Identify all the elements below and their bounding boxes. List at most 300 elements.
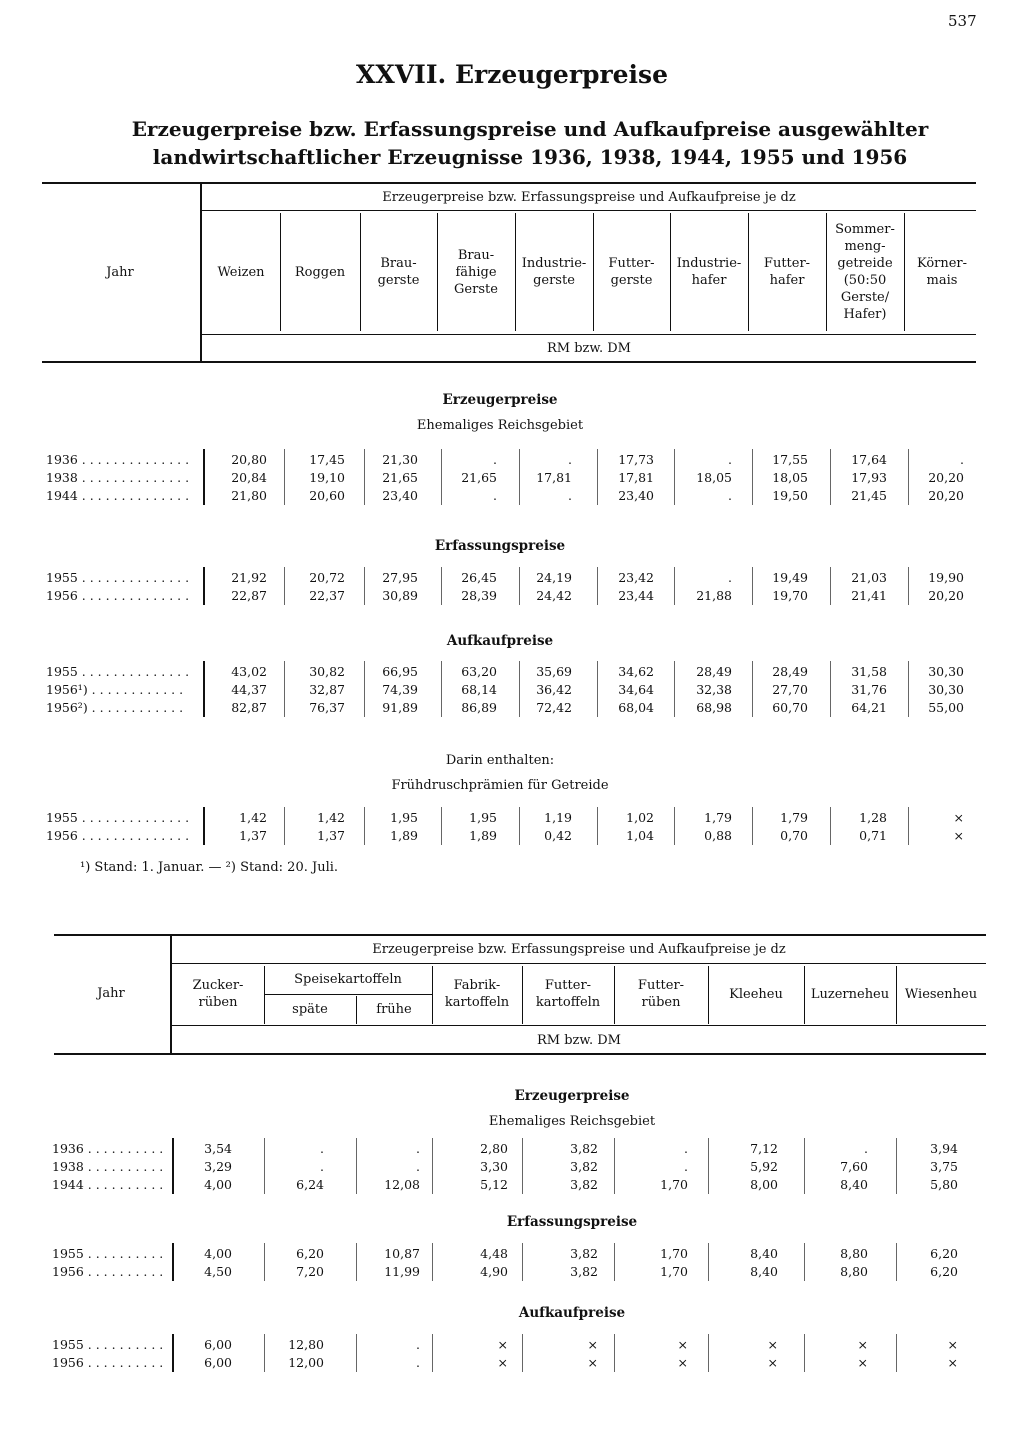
row-divider [896, 1243, 897, 1281]
column-header: Wiesenheu [904, 986, 978, 1002]
row-divider [752, 807, 753, 845]
data-cell: 32,38 [696, 682, 732, 697]
data-cell: 30,30 [928, 682, 964, 697]
row-divider [432, 1334, 433, 1372]
data-cell: 1,89 [390, 828, 418, 843]
row-divider [519, 807, 520, 845]
column-header: Fabrik- kartoffeln [444, 978, 510, 1010]
t1-sec1-title: Erzeugerpreise [442, 392, 558, 408]
data-cell: 86,89 [461, 700, 497, 715]
data-cell: × [497, 1355, 508, 1370]
row-divider [441, 661, 442, 717]
row-divider [356, 1243, 357, 1281]
data-cell: 4,90 [480, 1264, 508, 1279]
t1-sec4-title: Darin enthalten: [445, 753, 555, 768]
data-cell: 30,82 [309, 664, 345, 679]
t2-top-rule [54, 934, 986, 936]
data-cell: 68,98 [696, 700, 732, 715]
data-cell: 82,87 [231, 700, 267, 715]
t2-unit-rule [172, 1025, 986, 1026]
row-year-label: 1956¹) . . . . . . . . . . . . [46, 682, 184, 697]
data-cell: 1,42 [317, 810, 345, 825]
row-block-bar [172, 1243, 174, 1281]
data-cell: 5,80 [930, 1177, 958, 1192]
data-cell: . [684, 1159, 688, 1174]
data-cell: 4,00 [204, 1246, 232, 1261]
row-block-bar [172, 1334, 174, 1372]
data-cell: 6,24 [296, 1177, 324, 1192]
data-cell: 1,70 [660, 1264, 688, 1279]
row-divider [614, 1138, 615, 1194]
row-year-label: 1956 . . . . . . . . . . . . . . [46, 828, 190, 843]
data-cell: 28,49 [772, 664, 808, 679]
data-cell: 74,39 [382, 682, 418, 697]
data-cell: 21,65 [461, 470, 497, 485]
row-block-bar [172, 1138, 174, 1194]
data-cell: 8,40 [840, 1177, 868, 1192]
column-divider [904, 213, 905, 331]
data-cell: 1,89 [469, 828, 497, 843]
data-cell: 1,95 [469, 810, 497, 825]
data-cell: 0,70 [780, 828, 808, 843]
data-cell: 3,30 [480, 1159, 508, 1174]
data-cell: × [947, 1355, 958, 1370]
data-cell: . [416, 1337, 420, 1352]
row-divider [908, 807, 909, 845]
row-divider [908, 449, 909, 505]
row-divider [356, 1334, 357, 1372]
data-cell: 19,70 [772, 588, 808, 603]
data-cell: 3,82 [570, 1264, 598, 1279]
data-cell: 8,80 [840, 1246, 868, 1261]
data-cell: . [320, 1141, 324, 1156]
row-divider [804, 1138, 805, 1194]
column-divider [356, 996, 357, 1024]
data-cell: 1,70 [660, 1177, 688, 1192]
data-cell: 0,71 [859, 828, 887, 843]
t2-sec1-subtitle: Ehemaliges Reichsgebiet [488, 1114, 656, 1129]
row-block-bar [203, 661, 205, 717]
t1-bottom-rule [42, 361, 976, 363]
data-cell: 68,14 [461, 682, 497, 697]
column-divider [515, 213, 516, 331]
data-cell: 12,80 [288, 1337, 324, 1352]
column-header: Zucker- rüben [192, 978, 244, 1010]
data-cell: × [953, 810, 964, 825]
column-divider [437, 213, 438, 331]
data-cell: 91,89 [382, 700, 418, 715]
column-header: Weizen [217, 264, 265, 280]
t1-group-rule [202, 210, 976, 211]
data-cell: . [960, 452, 964, 467]
column-divider [896, 966, 897, 1024]
column-header: frühe [376, 1001, 412, 1017]
data-cell: 20,72 [309, 570, 345, 585]
data-cell: . [416, 1355, 420, 1370]
row-divider [522, 1243, 523, 1281]
data-cell: . [728, 488, 732, 503]
row-divider [432, 1138, 433, 1194]
column-divider [748, 213, 749, 331]
data-cell: 7,12 [750, 1141, 778, 1156]
data-cell: 21,88 [696, 588, 732, 603]
row-year-label: 1936 . . . . . . . . . . [52, 1141, 164, 1156]
row-year-label: 1944 . . . . . . . . . . [52, 1177, 164, 1192]
data-cell: 7,20 [296, 1264, 324, 1279]
t1-unit-label: RM bzw. DM [547, 340, 631, 356]
data-cell: 5,92 [750, 1159, 778, 1174]
row-divider [364, 807, 365, 845]
column-divider [280, 213, 281, 331]
row-divider [284, 567, 285, 605]
row-divider [830, 661, 831, 717]
data-cell: × [677, 1355, 688, 1370]
row-block-bar [203, 567, 205, 605]
column-header: späte [292, 1001, 328, 1017]
row-year-label: 1955 . . . . . . . . . . . . . . [46, 570, 190, 585]
data-cell: 18,05 [696, 470, 732, 485]
row-divider [752, 567, 753, 605]
data-cell: 1,70 [660, 1246, 688, 1261]
row-divider [264, 1334, 265, 1372]
data-cell: 6,20 [930, 1246, 958, 1261]
column-header: Sommer- meng- getreide (50:50 Gerste/ Hafer) [835, 222, 895, 322]
data-cell: 21,92 [231, 570, 267, 585]
column-header: Futter- kartoffeln [535, 978, 601, 1010]
data-cell: × [767, 1355, 778, 1370]
row-divider [708, 1334, 709, 1372]
data-cell: 4,00 [204, 1177, 232, 1192]
data-cell: . [728, 570, 732, 585]
column-header: Luzerneheu [810, 986, 890, 1002]
t1-sec1-subtitle: Ehemaliges Reichsgebiet [416, 418, 584, 433]
column-divider [522, 966, 523, 1024]
data-cell: 63,20 [461, 664, 497, 679]
row-divider [752, 661, 753, 717]
row-divider [597, 661, 598, 717]
row-divider [441, 567, 442, 605]
data-cell: 23,44 [618, 588, 654, 603]
data-cell: 8,40 [750, 1246, 778, 1261]
t2-sec3-title: Aufkaufpreise [518, 1305, 626, 1321]
data-cell: 68,04 [618, 700, 654, 715]
column-divider [593, 213, 594, 331]
row-divider [597, 567, 598, 605]
data-cell: 21,30 [382, 452, 418, 467]
data-cell: 23,40 [382, 488, 418, 503]
data-cell: 17,55 [772, 452, 808, 467]
data-cell: 27,95 [382, 570, 418, 585]
row-divider [908, 567, 909, 605]
column-header: Futter- gerste [608, 256, 655, 288]
row-year-label: 1956 . . . . . . . . . . [52, 1355, 164, 1370]
row-divider [804, 1243, 805, 1281]
data-cell: 18,05 [772, 470, 808, 485]
row-divider [908, 661, 909, 717]
data-cell: 72,42 [536, 700, 572, 715]
data-cell: 17,93 [851, 470, 887, 485]
data-cell: 27,70 [772, 682, 808, 697]
row-divider [597, 449, 598, 505]
data-cell: . [493, 452, 497, 467]
data-cell: 17,64 [851, 452, 887, 467]
data-cell: 31,76 [851, 682, 887, 697]
row-year-label: 1956 . . . . . . . . . . . . . . [46, 588, 190, 603]
t1-jahr-header: Jahr [106, 264, 134, 280]
data-cell: 19,49 [772, 570, 808, 585]
data-cell: 28,39 [461, 588, 497, 603]
data-cell: 6,00 [204, 1355, 232, 1370]
data-cell: 44,37 [231, 682, 267, 697]
data-cell: 0,88 [704, 828, 732, 843]
t2-spk-header: Speisekartoffeln [294, 971, 402, 987]
data-cell: 17,81 [618, 470, 654, 485]
data-cell: 6,20 [296, 1246, 324, 1261]
data-cell: 8,00 [750, 1177, 778, 1192]
data-cell: . [416, 1141, 420, 1156]
column-divider [708, 966, 709, 1024]
t2-jahr-header: Jahr [97, 986, 125, 1001]
data-cell: 1,95 [390, 810, 418, 825]
row-divider [597, 807, 598, 845]
row-divider [804, 1334, 805, 1372]
data-cell: × [587, 1337, 598, 1352]
row-year-label: 1955 . . . . . . . . . . [52, 1337, 164, 1352]
data-cell: 6,20 [930, 1264, 958, 1279]
row-divider [614, 1334, 615, 1372]
data-cell: 17,81 [536, 470, 572, 485]
data-cell: × [587, 1355, 598, 1370]
row-divider [364, 449, 365, 505]
column-divider [826, 213, 827, 331]
data-cell: 1,79 [780, 810, 808, 825]
column-divider [670, 213, 671, 331]
row-divider [896, 1334, 897, 1372]
column-header: Futter- hafer [763, 256, 811, 288]
data-cell: 4,50 [204, 1264, 232, 1279]
data-cell: . [864, 1141, 868, 1156]
data-cell: 3,82 [570, 1159, 598, 1174]
row-year-label: 1956 . . . . . . . . . . [52, 1264, 164, 1279]
column-header: Futter- rüben [637, 978, 685, 1010]
column-header: Industrie- hafer [676, 256, 742, 288]
row-divider [441, 449, 442, 505]
data-cell: 2,80 [480, 1141, 508, 1156]
data-cell: 55,00 [928, 700, 964, 715]
row-divider [522, 1334, 523, 1372]
column-divider [264, 966, 265, 1024]
table-title-line-1: Erzeugerpreise bzw. Erfassungspreise und Aufkaufpreise ausgewählter [131, 117, 929, 141]
data-cell: × [857, 1337, 868, 1352]
data-cell: 1,02 [626, 810, 654, 825]
data-cell: . [320, 1159, 324, 1174]
column-divider [614, 966, 615, 1024]
data-cell: 19,90 [928, 570, 964, 585]
data-cell: 36,42 [536, 682, 572, 697]
data-cell: 60,70 [772, 700, 808, 715]
row-divider [896, 1138, 897, 1194]
data-cell: × [767, 1337, 778, 1352]
row-divider [752, 449, 753, 505]
data-cell: 66,95 [382, 664, 418, 679]
t1-sec4-subtitle: Frühdruschprämien für Getreide [391, 778, 609, 793]
data-cell: 20,60 [309, 488, 345, 503]
data-cell: 28,49 [696, 664, 732, 679]
column-header: Brau- gerste [377, 256, 420, 288]
row-block-bar [203, 807, 205, 845]
row-year-label: 1956²) . . . . . . . . . . . . [46, 700, 184, 715]
row-year-label: 1955 . . . . . . . . . . [52, 1246, 164, 1261]
row-divider [708, 1138, 709, 1194]
data-cell: 20,80 [231, 452, 267, 467]
data-cell: 24,42 [536, 588, 572, 603]
row-divider [264, 1138, 265, 1194]
row-divider [364, 567, 365, 605]
data-cell: × [677, 1337, 688, 1352]
data-cell: 76,37 [309, 700, 345, 715]
data-cell: 26,45 [461, 570, 497, 585]
data-cell: 19,10 [309, 470, 345, 485]
data-cell: 4,48 [480, 1246, 508, 1261]
data-cell: 3,82 [570, 1177, 598, 1192]
data-cell: 1,42 [239, 810, 267, 825]
row-divider [830, 567, 831, 605]
data-cell: × [497, 1337, 508, 1352]
data-cell: 1,19 [544, 810, 572, 825]
page-number: 537 [948, 12, 977, 30]
row-year-label: 1944 . . . . . . . . . . . . . . [46, 488, 190, 503]
row-divider [708, 1243, 709, 1281]
data-cell: 22,37 [309, 588, 345, 603]
data-cell: 3,75 [930, 1159, 958, 1174]
row-divider [284, 661, 285, 717]
data-cell: 19,50 [772, 488, 808, 503]
table-title-line-2: landwirtschaftlicher Erzeugnisse 1936, 1938, 1944, 1955 und 1956 [152, 145, 908, 169]
data-cell: 21,65 [382, 470, 418, 485]
t2-sec2-title: Erfassungspreise [506, 1214, 638, 1230]
row-divider [519, 449, 520, 505]
data-cell: 21,45 [851, 488, 887, 503]
data-cell: . [568, 452, 572, 467]
column-divider [432, 966, 433, 1024]
data-cell: 1,79 [704, 810, 732, 825]
data-cell: 1,28 [859, 810, 887, 825]
data-cell: 20,84 [231, 470, 267, 485]
t1-unit-rule [202, 334, 976, 335]
data-cell: . [728, 452, 732, 467]
data-cell: . [684, 1141, 688, 1156]
data-cell: × [947, 1337, 958, 1352]
data-cell: 22,87 [231, 588, 267, 603]
data-cell: 21,80 [231, 488, 267, 503]
row-divider [674, 567, 675, 605]
t1-footnote: ¹) Stand: 1. Januar. — ²) Stand: 20. Juli. [80, 860, 339, 875]
row-divider [830, 449, 831, 505]
data-cell: 7,60 [840, 1159, 868, 1174]
row-divider [674, 661, 675, 717]
data-cell: . [416, 1159, 420, 1174]
t2-group-header: Erzeugerpreise bzw. Erfassungspreise und Aufkaufpreise je dz [372, 941, 786, 957]
data-cell: 31,58 [851, 664, 887, 679]
row-divider [519, 567, 520, 605]
t2-unit-label: RM bzw. DM [537, 1032, 621, 1048]
data-cell: 43,02 [231, 664, 267, 679]
row-divider [522, 1138, 523, 1194]
data-cell: 3,94 [930, 1141, 958, 1156]
column-header: Kleeheu [729, 986, 783, 1002]
column-header: Brau- fähige Gerste [454, 247, 498, 297]
data-cell: . [493, 488, 497, 503]
data-cell: × [953, 828, 964, 843]
data-cell: 3,82 [570, 1246, 598, 1261]
t2-bottom-rule [54, 1053, 986, 1055]
row-year-label: 1955 . . . . . . . . . . . . . . [46, 664, 190, 679]
data-cell: 32,87 [309, 682, 345, 697]
data-cell: . [568, 488, 572, 503]
data-cell: 21,41 [851, 588, 887, 603]
column-divider [360, 213, 361, 331]
row-year-label: 1955 . . . . . . . . . . . . . . [46, 810, 190, 825]
data-cell: × [857, 1355, 868, 1370]
data-cell: 34,64 [618, 682, 654, 697]
row-year-label: 1936 . . . . . . . . . . . . . . [46, 452, 190, 467]
row-divider [356, 1138, 357, 1194]
row-divider [432, 1243, 433, 1281]
row-divider [264, 1243, 265, 1281]
data-cell: 12,00 [288, 1355, 324, 1370]
row-divider [441, 807, 442, 845]
t2-group-rule [172, 963, 986, 964]
t1-sec3-title: Aufkaufpreise [446, 633, 554, 649]
chapter-title: XXVII. Erzeugerpreise [355, 60, 669, 89]
row-divider [674, 449, 675, 505]
row-year-label: 1938 . . . . . . . . . . . . . . [46, 470, 190, 485]
data-cell: 30,89 [382, 588, 418, 603]
column-header: Roggen [294, 264, 346, 280]
column-header: Körner- mais [916, 256, 968, 288]
data-cell: 23,42 [618, 570, 654, 585]
row-divider [614, 1243, 615, 1281]
data-cell: 17,73 [618, 452, 654, 467]
t2-sec1-title: Erzeugerpreise [514, 1088, 630, 1104]
row-year-label: 1938 . . . . . . . . . . [52, 1159, 164, 1174]
row-divider [364, 661, 365, 717]
data-cell: 24,19 [536, 570, 572, 585]
row-divider [519, 661, 520, 717]
data-cell: 17,45 [309, 452, 345, 467]
data-cell: 20,20 [928, 588, 964, 603]
data-cell: 3,82 [570, 1141, 598, 1156]
data-cell: 8,80 [840, 1264, 868, 1279]
row-divider [830, 807, 831, 845]
column-divider [804, 966, 805, 1024]
column-header: Industrie- gerste [521, 256, 587, 288]
data-cell: 1,37 [239, 828, 267, 843]
data-cell: 3,54 [204, 1141, 232, 1156]
data-cell: 21,03 [851, 570, 887, 585]
t2-spk-rule [264, 994, 432, 995]
data-cell: 10,87 [384, 1246, 420, 1261]
row-block-bar [203, 449, 205, 505]
data-cell: 11,99 [384, 1264, 420, 1279]
t1-sec2-title: Erfassungspreise [434, 538, 566, 554]
data-cell: 23,40 [618, 488, 654, 503]
data-cell: 64,21 [851, 700, 887, 715]
data-cell: 12,08 [384, 1177, 420, 1192]
data-cell: 1,37 [317, 828, 345, 843]
data-cell: 20,20 [928, 488, 964, 503]
row-divider [284, 449, 285, 505]
